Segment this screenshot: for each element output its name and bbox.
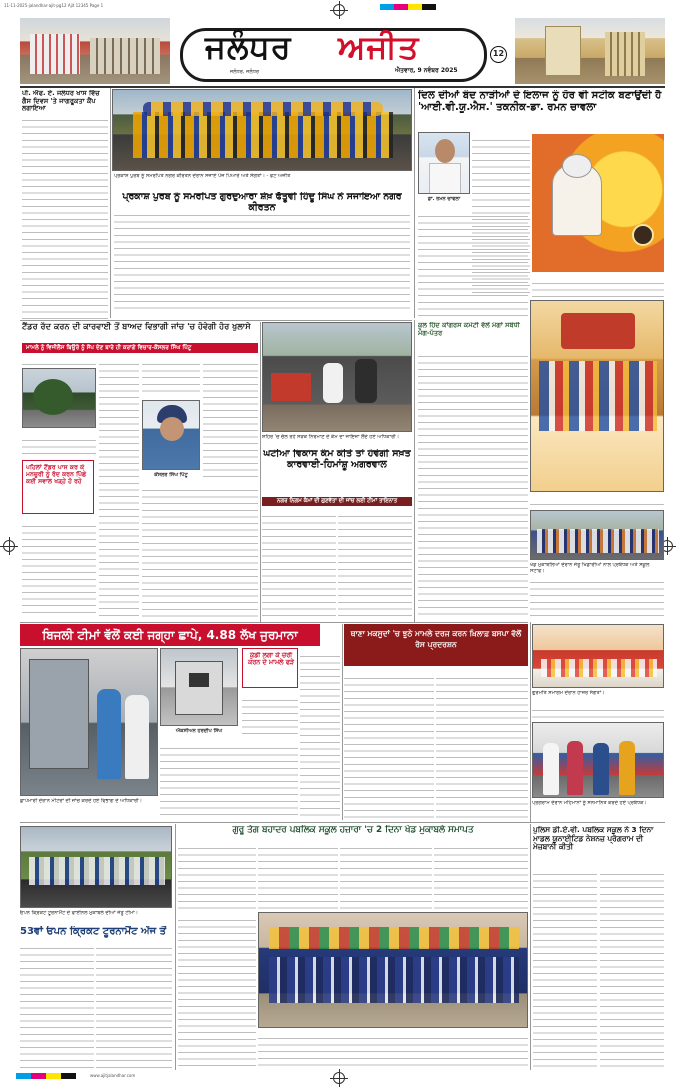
gurmat-caption: ਗੁਰਮਤਿ ਸਮਾਗਮ ਦੌਰਾਨ ਹਾਜ਼ਰ ਸੰਗਤਾਂ।	[532, 690, 605, 696]
power-meter-photo	[160, 648, 238, 726]
cricket-headline: 53ਵਾਂ ਓਪਨ ਕ੍ਰਿਕਟ ਟੂਰਨਾਮੈਂਟ ਅੱਜ ਤੋਂ	[20, 926, 166, 937]
tender-pullquote-box	[22, 460, 94, 514]
school-students-photo	[258, 912, 528, 1028]
pintu-caption: ਕੌਂਸਲਰ ਸਿੰਘ ਪਿੰਟੂ	[154, 472, 188, 478]
school-body-col2	[258, 840, 338, 910]
dav-body-col2	[600, 866, 664, 1068]
hrule-1	[20, 320, 412, 321]
ivus-byline: ਡਾ. ਰਮਨ ਚਾਵਲਾ	[427, 196, 461, 202]
bottom-slug: www.ajitjalandhar.com	[90, 1073, 136, 1078]
registration-mark-top	[333, 4, 345, 16]
pfa-headline: ਪੀ. ਐਫ. ਏ. ਜਲੰਧਰ ਖਾਸ ਵਿੱਚ ਗੈਸ ਦਿਵਸ 'ਤੇ ਜਾਗਰੂਕਤਾ ਕੈਂਪ ਲਗਾਇਆ	[22, 90, 100, 113]
masthead-title-left: ਜਲੰਧਰ	[205, 28, 292, 66]
power-boxnote: ਕੁੰਡੀ ਲਗਾ ਕੇ ਚੋਰੀ ਕਰਨ ਦੇ ਮਾਮਲੇ ਫੜੇ	[247, 652, 295, 667]
nagar-kirtan-photo	[112, 89, 412, 171]
bsp-headline: ਥਾਣਾ ਮਕਸੂਦਾਂ 'ਚ ਝੂਠੇ ਮਾਮਲੇ ਦਰਜ ਕਰਨ ਖ਼ਿਲਾਫ਼ ਬਸਪਾ ਵੱਲੋਂ ਰੋਸ ਪ੍ਰਦਰਸ਼ਨ	[350, 629, 522, 649]
cricket-team-photo	[20, 826, 172, 908]
bsp-body-col1	[344, 670, 434, 818]
school-headline: ਗੁਰੂ ਤੇਗ ਬਹਾਦਰ ਪਬਲਿਕ ਸਕੂਲ ਹਜ਼ਾਰਾ 'ਚ 2 ਦਿਨਾ ਖੇਡ ਮੁਕਾਬਲੇ ਸਮਾਪਤ	[232, 825, 474, 835]
power-body-col2	[160, 740, 298, 818]
col-rule-right-lower	[530, 622, 531, 822]
ivus-headline: ਦਿਲ ਦੀਆਂ ਬੰਦ ਨਾੜੀਆਂ ਦੇ ਇਲਾਜ ਨੂੰ ਹੋਰ ਵੀ ਸਟੀਕ ਬਣਾਉਂਦੀ ਹੈ 'ਆਈ.ਵੀ.ਯੂ.ਐਸ.' ਤਕਨੀਕ-ਡਾ. ਰਮਨ ਚਾਵਲਾ	[418, 90, 662, 113]
dav-caption: ਪ੍ਰੋਗਰਾਮ ਦੌਰਾਨ ਮਹਿਮਾਨਾਂ ਨੂੰ ਸਨਮਾਨਿਤ ਕਰਦੇ ਹੋਏ ਪ੍ਰਬੰਧਕ।	[532, 800, 647, 806]
bsp-headline-box	[344, 624, 528, 666]
masthead-title-right: ਅਜੀਤ	[338, 28, 420, 66]
tender-body-col3	[22, 518, 96, 618]
sports-caption: ਖੇਡ ਮੁਕਾਬਲਿਆਂ ਦੌਰਾਨ ਜੇਤੂ ਖਿਡਾਰੀਆਂ ਨਾਲ ਪ੍ਰਬੰਧਕ ਅਤੇ ਸਕੂਲ ਸਟਾਫ।	[530, 562, 650, 574]
school-body-col6	[258, 1030, 528, 1068]
cricket-caption: ਓਪਨ ਕ੍ਰਿਕਟ ਟੂਰਨਾਮੈਂਟ ਦੇ ਫਾਈਨਲ ਮੁਕਾਬਲੇ ਦੀਆਂ ਜੇਤੂ ਟੀਮਾਂ।	[20, 910, 139, 916]
nagar-kirtan-body	[114, 207, 410, 310]
quality-headline: ਘਟੀਆ ਵਿਕਾਸ ਕੰਮ ਕੀਤੇ ਤਾਂ ਹੋਵੇਗੀ ਸਖ਼ਤ ਕਾਰਵਾਈ-ਹਿਮਾਂਸ਼ੂ ਅਗਰਵਾਲ	[263, 449, 411, 470]
quality-redline: ਨਗਰ ਨਿਗਮ ਕੰਮਾਂ ਦੀ ਗੁਣਵੱਤਾ ਦੀ ਜਾਂਚ ਲਈ ਟੀਮਾਂ ਤਾਇਨਾਤ	[262, 497, 412, 506]
tender-pullquote: ਪਹਿਲਾਂ ਟੈਂਡਰ ਪਾਸ ਕਰ ਕੇ ਮਨਜ਼ੂਰੀ ਨੂੰ ਰੱਦ ਕਰਨ ਪਿੱਛੇ ਕਈ ਸਵਾਲ ਖੜ੍ਹੇ ਹੋ ਰਹੇ	[26, 464, 87, 486]
tender-body-col6	[142, 482, 258, 618]
dav-photo	[532, 722, 664, 798]
power-headline: ਬਿਜਲੀ ਟੀਮਾਂ ਵੱਲੋਂ ਕਈ ਜਗ੍ਹਾ ਛਾਪੇ, 4.88 ਲੱਖ ਜੁਰਮਾਨਾ	[20, 624, 320, 646]
sports-body	[530, 574, 664, 620]
col-rule-mid	[414, 88, 415, 318]
power-body-col3	[242, 692, 298, 738]
pintu-portrait	[142, 400, 200, 470]
school-body-col3	[340, 840, 432, 910]
masthead-building-photo-right	[515, 18, 665, 84]
cricket-body-col1	[20, 940, 94, 1068]
tender-body-col5	[142, 356, 200, 396]
power-photo2-caption: ਐਕਸੀਅਨ ਹਰਦੀਪ ਸਿੰਘ	[175, 728, 223, 734]
power-boxnote-box	[242, 648, 298, 688]
registration-mark-left	[3, 540, 15, 552]
col-rule-tender	[260, 322, 261, 622]
award-body	[530, 496, 664, 510]
sports-group-photo	[530, 510, 664, 560]
quality-body-col1	[262, 508, 336, 620]
registration-mark-bottom	[333, 1072, 345, 1084]
nagar-kirtan-caption: ਪ੍ਰਕਾਸ਼ ਪੁਰਬ ਨੂੰ ਸਮਰਪਿਤ ਨਗਰ ਕੀਰਤਨ ਦੌਰਾਨ ਸਜਾਏ ਪੰਜ ਪਿਆਰੇ ਅਤੇ ਸੰਗਤਾਂ। - ਫੋਟੋ ਅਜੀਤ	[114, 173, 291, 179]
gurmat-body	[532, 702, 664, 720]
hrule-2	[20, 622, 528, 623]
col-rule-plaque	[414, 320, 415, 622]
color-bar-top	[380, 4, 436, 10]
page-number-badge	[490, 46, 507, 63]
tender-body-col7	[203, 356, 258, 480]
plaque-body	[418, 348, 528, 618]
gurmat-photo	[532, 624, 664, 688]
pfa-body	[22, 112, 108, 320]
ivus-cartoon-art	[532, 134, 664, 272]
ivus-body-col2	[418, 208, 528, 318]
dav-headline: ਪੁਲਿਸ ਡੀ.ਏ.ਵੀ. ਪਬਲਿਕ ਸਕੂਲ ਨੇ 3 ਦਿਨਾ ਮਾਡਲ ਯੂਨਾਈਟਿਡ ਨੇਸ਼ਨਜ਼ ਪ੍ਰੋਗਰਾਮ ਦੀ ਮੇਜ਼ਬਾਨੀ ਕੀਤੀ	[533, 826, 654, 852]
col-rule-bsp	[342, 624, 343, 820]
road-caption: ਸ਼ਹਿਰ 'ਚ ਚੱਲ ਰਹੇ ਸੜਕ ਨਿਰਮਾਣ ਦੇ ਕੰਮ ਦਾ ਜਾਇਜ਼ਾ ਲੈਂਦੇ ਹੋਏ ਅਧਿਕਾਰੀ।	[262, 434, 400, 440]
award-photo	[530, 300, 664, 492]
masthead-subtitle: ਜਲੰਧਰ, ਜਲੰਧਰ	[230, 69, 259, 75]
school-body-col4	[434, 840, 528, 910]
doctor-portrait	[418, 132, 470, 194]
col-rule-dav	[530, 824, 531, 1070]
page-number: 12	[492, 49, 505, 58]
masthead-bottom-rule	[20, 86, 665, 88]
road-photo	[262, 322, 412, 432]
tender-tree-photo	[22, 368, 96, 428]
tender-redline: ਮਾਮਲੇ ਨੂੰ ਵਿਜੀਲੈਂਸ ਬਿਊਰੋ ਨੂੰ ਸੌਂਪ ਦੇਣ ਬਾਰੇ ਹੀ ਕਰਾਂਗੇ ਵਿਚਾਰ-ਕੌਂਸਲਰ ਸਿੰਘ ਪਿੰਟੂ	[22, 343, 258, 353]
school-body-col1	[178, 840, 256, 910]
dav-body-col1	[533, 866, 597, 1068]
power-photo-caption: ਛਾਪੇਮਾਰੀ ਦੌਰਾਨ ਮੀਟਰਾਂ ਦੀ ਜਾਂਚ ਕਰਦੇ ਹੋਏ ਵਿਭਾਗ ਦੇ ਅਧਿਕਾਰੀ।	[20, 798, 143, 804]
power-inspection-photo	[20, 648, 158, 796]
quality-body-col2	[338, 508, 412, 620]
nagar-kirtan-headline: ਪ੍ਰਕਾਸ਼ ਪੁਰਬ ਨੂੰ ਸਮਰਪਿਤ ਗੁਰਦੁਆਰਾ ਸ਼ੇਖ਼ ਫੱਤੂਵੀ ਹਿੰਦੂ ਸਿੰਘ ਨੇ ਸਜਾਇਆ ਨਗਰ ਕੀਰਤਨ	[122, 192, 402, 213]
color-bar-bottom	[16, 1073, 76, 1079]
col-rule-school	[175, 824, 176, 1070]
power-body-col1	[300, 648, 340, 818]
tender-body-col4	[99, 356, 139, 618]
plaque-headline: ਕੁਲ ਹਿੰਦ ਕਾਂਗਰਸ ਕਮੇਟੀ ਵੱਲੋਂ ਮੰਗਾਂ ਸਬੰਧੀ ਮੰਗ-ਪੱਤਰ	[418, 322, 520, 337]
hrule-3	[20, 822, 665, 823]
school-body-col5	[178, 912, 256, 1068]
bsp-body-col2	[436, 670, 528, 818]
cricket-body-col2	[96, 940, 172, 1068]
tender-body-col2	[22, 432, 96, 454]
print-slug: 11-11-2025-jalandhar-ajit-pg12 Ajit 12345 Page 1	[4, 3, 104, 8]
col-rule-left	[110, 88, 111, 318]
masthead-date: ਐਤਵਾਰ, 9 ਨਵੰਬਰ 2025	[395, 67, 458, 74]
tender-headline: ਟੈਂਡਰ ਰੱਦ ਕਰਨ ਦੀ ਕਾਰਵਾਈ ਤੋਂ ਬਾਅਦ ਵਿਭਾਗੀ ਜਾਂਚ 'ਚ ਹੋਵੇਗੀ ਹੋਰ ਖੁਲਾਸੇ	[22, 322, 251, 331]
masthead-building-photo-left	[20, 18, 170, 84]
